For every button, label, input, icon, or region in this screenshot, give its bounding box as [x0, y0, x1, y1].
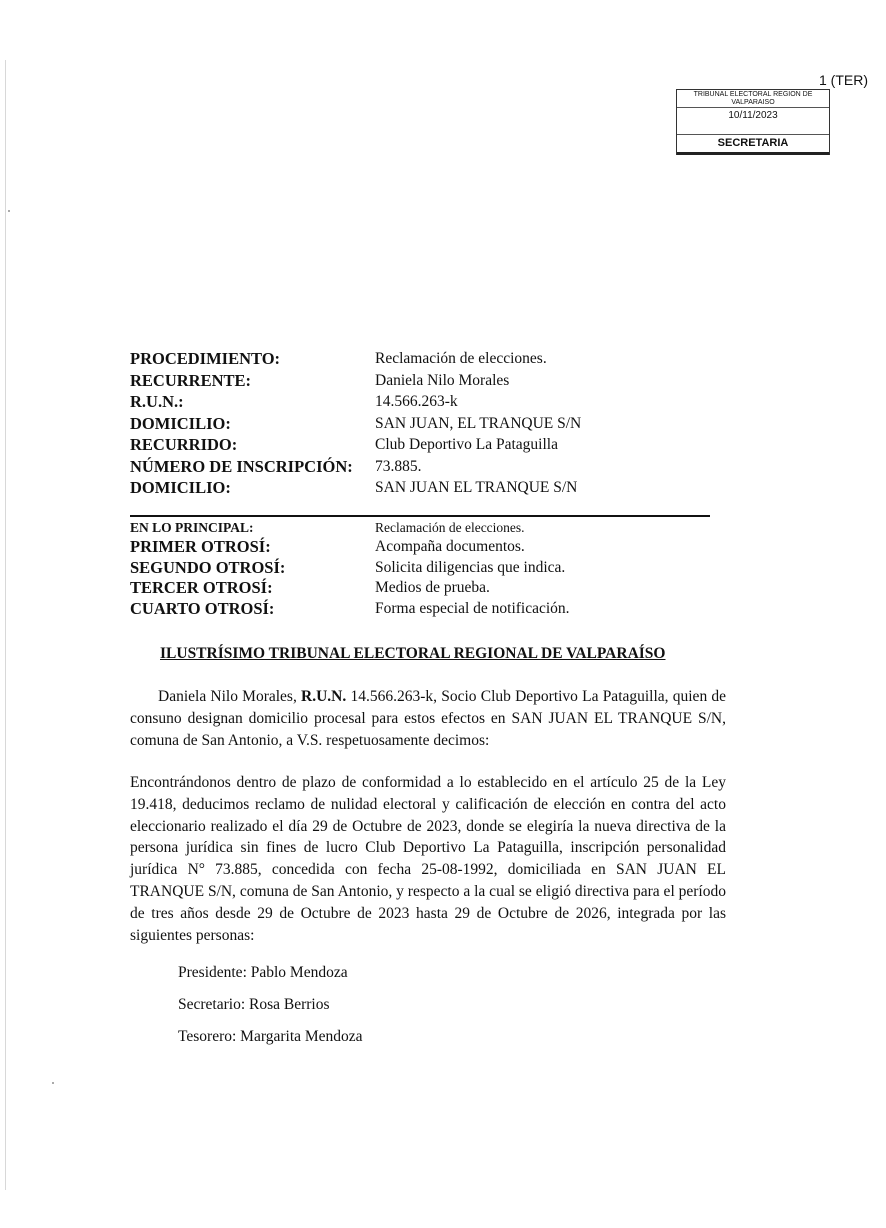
case-detail-row	[130, 413, 581, 435]
section-row	[130, 578, 570, 599]
section-value: Solicita diligencias que indica.	[375, 558, 566, 576]
section-row	[130, 537, 570, 558]
scan-edge-line	[5, 60, 6, 1190]
detail-label: NÚMERO DE INSCRIPCIÓN:	[130, 456, 353, 476]
intro-paragraph	[130, 686, 726, 752]
section-value: Medios de prueba.	[375, 579, 490, 596]
case-detail-row	[130, 456, 581, 478]
section-divider	[130, 515, 710, 517]
scan-speck	[52, 1082, 54, 1084]
case-detail-row	[130, 348, 581, 370]
intro-run-label: R.U.N.	[301, 688, 347, 705]
scan-speck	[8, 210, 10, 212]
section-row	[130, 558, 570, 579]
reception-stamp	[676, 89, 830, 155]
tribunal-heading: ILUSTRÍSIMO TRIBUNAL ELECTORAL REGIONAL DE VALPARAÍSO	[160, 645, 666, 662]
detail-value: 73.885.	[375, 457, 422, 475]
section-label: EN LO PRINCIPAL:	[130, 520, 254, 535]
intro-text: 14.566.263-k, Socio Club Deportivo La Pataguilla, quien de consuno designan domicilio procesal para estos efectos en SAN JUAN EL TRANQUE S/N, comuna de San Antonio, a V.S. respetuosamente decimos:	[130, 688, 727, 749]
detail-label: RECURRENTE:	[130, 370, 252, 390]
section-label: TERCER OTROSÍ:	[130, 578, 273, 597]
case-detail-row	[130, 391, 581, 413]
board-member: Tesorero: Margarita Mendoza	[178, 1028, 363, 1045]
detail-value: Club Deportivo La Pataguilla	[375, 436, 558, 453]
stamp-department: SECRETARIA	[677, 135, 829, 155]
section-value: Forma especial de notificación.	[375, 599, 570, 617]
section-row	[130, 518, 570, 537]
detail-label: RECURRIDO:	[130, 435, 238, 454]
detail-value: 14.566.263-k	[375, 393, 458, 410]
case-details	[130, 348, 581, 499]
stamp-institution: TRIBUNAL ELECTORAL REGION DE VALPARAISO	[677, 90, 829, 108]
detail-value: SAN JUAN, EL TRANQUE S/N	[375, 414, 582, 432]
case-detail-row	[130, 477, 581, 499]
section-row	[130, 599, 570, 620]
section-label: CUARTO OTROSÍ:	[130, 598, 275, 618]
stamp-date: 10/11/2023	[677, 108, 829, 135]
board-member: Secretario: Rosa Berrios	[178, 996, 330, 1013]
case-detail-row	[130, 370, 581, 392]
detail-value: Daniela Nilo Morales	[375, 371, 510, 389]
case-detail-row	[130, 434, 581, 456]
detail-label: R.U.N.:	[130, 392, 184, 411]
page-number: 1 (TER)	[819, 72, 868, 88]
body-paragraph: Encontrándonos dentro de plazo de conformidad a lo establecido en el artículo 25 de la Ley 19.418, deducimos reclamo de nulidad electoral y calificación de elección en contra del acto eleccionario realizado el día 29 de Octubre de 2023, donde se elegiría la nueva directiva de la persona jurídica sin fines de lucro Club Deportivo La Pataguilla, inscripción personalidad jurídica N° 73.885, concedida con fecha 25-08-1992, domiciliada en SAN JUAN EL TRANQUE S/N, comuna de San Antonio, y respecto a la cual se eligió directiva para el período de tres años desde 29 de Octubre de 2023 hasta 29 de Octubre de 2026, integrada por las siguientes personas:	[130, 774, 726, 944]
detail-value: SAN JUAN EL TRANQUE S/N	[375, 479, 578, 496]
intro-name: Daniela Nilo Morales,	[158, 688, 297, 705]
sections-summary	[130, 518, 570, 619]
board-members-list	[178, 962, 363, 1058]
section-value: Acompaña documentos.	[375, 538, 525, 555]
detail-value: Reclamación de elecciones.	[375, 350, 547, 367]
section-value: Reclamación de elecciones.	[375, 520, 525, 535]
section-label: SEGUNDO OTROSÍ:	[130, 557, 286, 577]
section-label: PRIMER OTROSÍ:	[130, 537, 271, 556]
detail-label: DOMICILIO:	[130, 478, 231, 497]
detail-label: DOMICILIO:	[130, 413, 231, 433]
detail-label: PROCEDIMIENTO:	[130, 349, 281, 368]
board-member: Presidente: Pablo Mendoza	[178, 964, 348, 981]
